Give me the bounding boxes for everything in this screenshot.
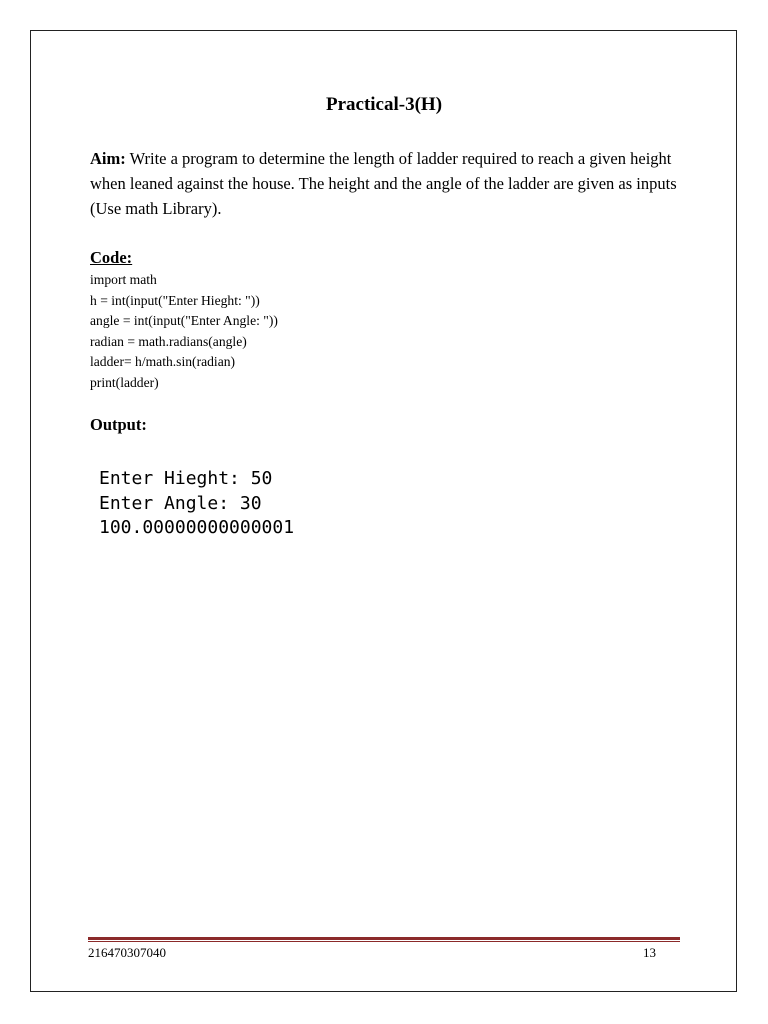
footer-page-number: 13	[643, 945, 656, 960]
terminal-line: Enter Angle: 30	[99, 492, 262, 514]
aim-paragraph	[90, 146, 680, 221]
terminal-line: Enter Hieght: 50	[99, 468, 273, 489]
code-line: angle = int(input("Enter Angle: "))	[90, 313, 278, 329]
terminal-line: 100.00000000000001	[99, 517, 295, 538]
code-heading: Code:	[90, 248, 133, 267]
footer-rule	[88, 937, 680, 940]
aim-label: Aim:	[90, 149, 126, 168]
code-block	[90, 270, 278, 394]
code-line: ladder= h/math.sin(radian)	[90, 354, 236, 370]
footer-rule-thin	[88, 941, 680, 942]
code-line: print(ladder)	[90, 374, 159, 390]
output-heading: Output:	[90, 415, 147, 434]
footer-id-number: 216470307040	[88, 945, 166, 960]
code-line: radian = math.radians(angle)	[90, 333, 247, 349]
code-line: h = int(input("Enter Hieght: "))	[90, 292, 260, 308]
aim-text: Write a program to determine the length of ladder required to reach a given height when leaned against the house. The height and the angle of the ladder are given as inputs (Use math Library).	[90, 149, 677, 218]
terminal-output	[99, 467, 294, 541]
code-line: import math	[90, 272, 157, 287]
page-title: Practical-3(H)	[325, 94, 443, 115]
